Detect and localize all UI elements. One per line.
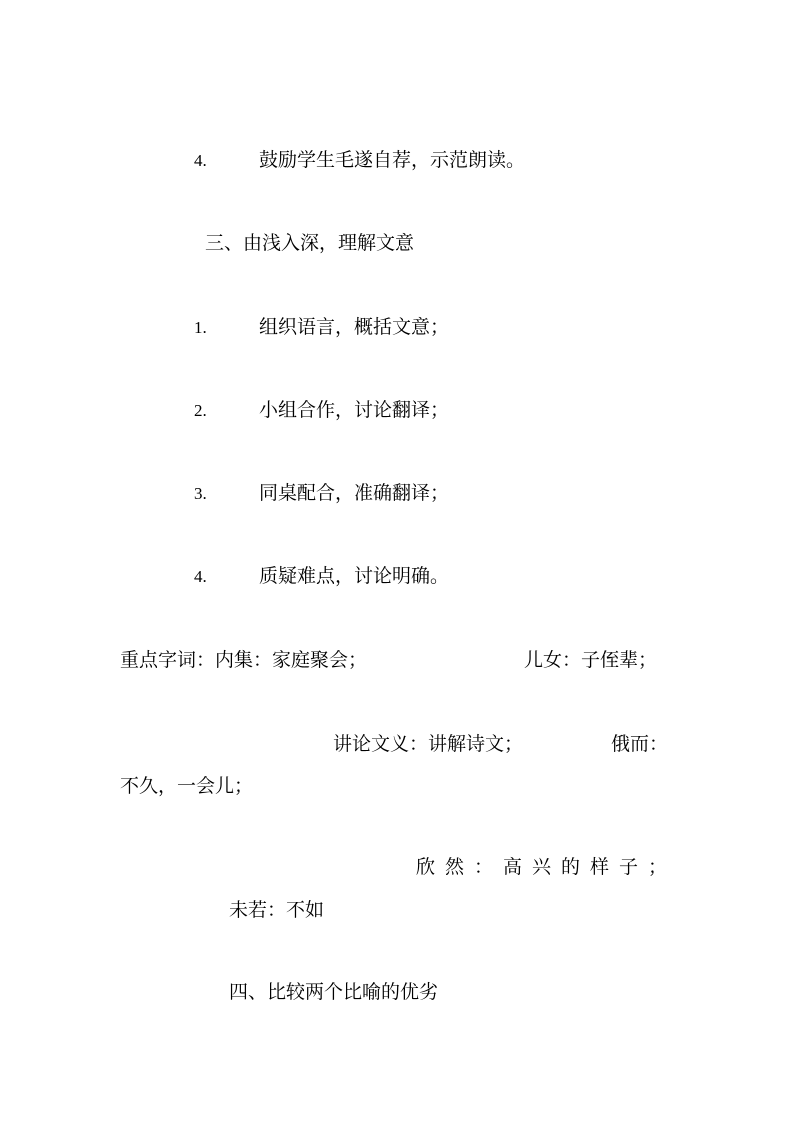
list-item-text: 质疑难点，讨论明确。 [259,565,450,587]
list-number: 4. [194,151,207,170]
list-item-text: 同桌配合，准确翻译； [259,482,450,504]
vocab-eer-definition: 不久，一会儿； [120,775,254,797]
list-number: 1. [194,318,207,337]
list-number: 3. [194,484,207,503]
list-item-text: 鼓励学生毛遂自荐，示范朗读。 [259,149,526,171]
section-heading: 三、由浅入深，理解文意 [205,232,415,254]
vocab-intro: 重点字词：内集：家庭聚会； [120,649,368,671]
vocab-eer-term: 俄而： [611,733,669,755]
list-number: 2. [194,401,207,420]
vocab-weiruo: 未若：不如 [229,899,325,921]
vocab-xinran: 欣然：高兴的样子； [416,856,678,878]
vocab-jianglun: 讲论文义：讲解诗文； [333,733,524,755]
list-item-text: 小组合作，讨论翻译； [259,399,450,421]
list-item-text: 组织语言，概括文意； [259,316,450,338]
list-number: 4. [194,567,207,586]
section-heading: 四、比较两个比喻的优劣 [229,981,439,1003]
vocab-ernv: 儿女：子侄辈； [524,649,658,671]
